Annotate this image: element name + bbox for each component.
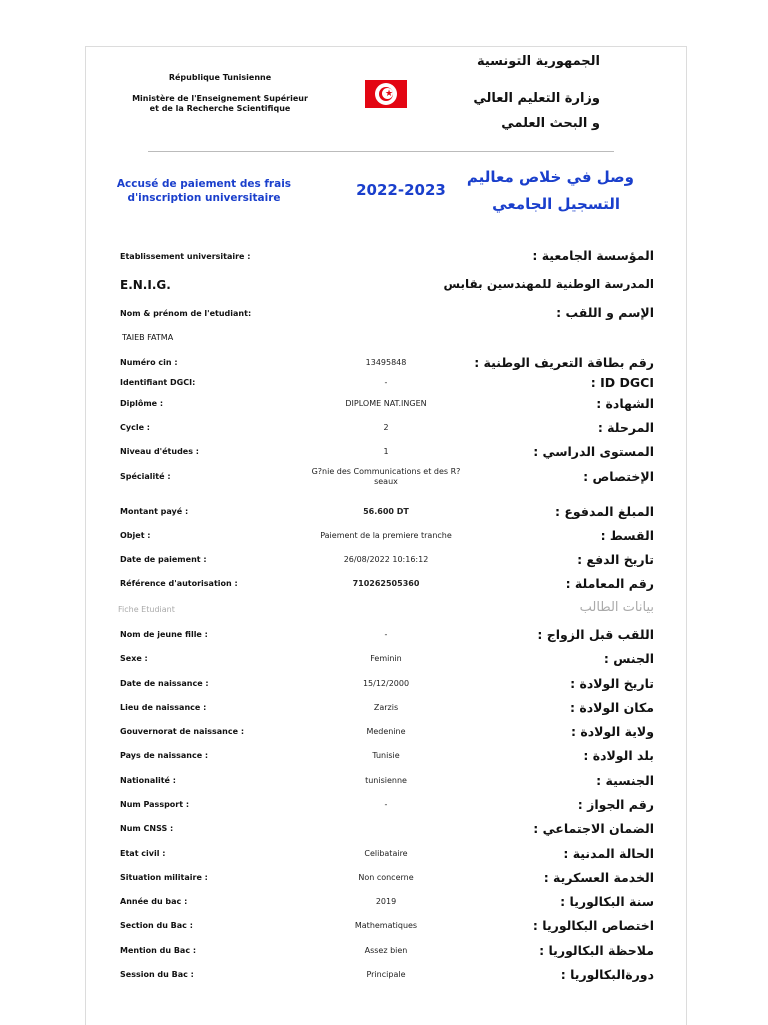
academic-year: 2022-2023	[356, 181, 446, 199]
field-row	[86, 420, 686, 443]
field-value: Paiement de la premiere tranche	[320, 531, 452, 540]
field-row	[86, 773, 686, 796]
establishment-value-fr: E.N.I.G.	[120, 278, 171, 292]
field-label-ar: الضمان الاجتماعي :	[533, 821, 654, 836]
field-label-ar: سنة البكالوريا :	[560, 894, 654, 909]
field-label-ar: الشهادة :	[596, 396, 654, 411]
field-label-ar: الإختصاص :	[583, 469, 654, 484]
field-value: 1	[383, 447, 389, 456]
field-value: tunisienne	[365, 776, 407, 785]
field-row	[86, 528, 686, 551]
field-value: G?nie des Communications et des R?seaux	[311, 467, 461, 486]
field-label-fr: Sexe :	[120, 654, 148, 663]
field-row	[86, 375, 686, 398]
field-label-ar: المرحلة :	[597, 420, 654, 435]
field-label-ar: اللقب قبل الزواج :	[537, 627, 654, 642]
field-label-ar: القسط :	[600, 528, 654, 543]
field-label-fr: Section du Bac :	[120, 921, 193, 930]
field-row	[86, 396, 686, 419]
field-value: -	[384, 800, 388, 809]
student-name-label-ar: الإسم و اللقب :	[556, 305, 654, 320]
field-label-ar: ID DGCI :	[590, 375, 654, 390]
establishment-value-ar: المدرسة الوطنية للمهندسين بقابس	[443, 277, 654, 291]
field-row	[86, 870, 686, 893]
field-value: Medenine	[366, 727, 406, 736]
field-row	[86, 444, 686, 467]
field-label-ar: المبلغ المدفوع :	[555, 504, 654, 519]
field-label-fr: Date de naissance :	[120, 679, 209, 688]
field-row	[86, 821, 686, 844]
field-row	[86, 846, 686, 869]
ministry-ar-line2: و البحث العلمي	[501, 116, 600, 131]
field-label-fr: Diplôme :	[120, 399, 164, 408]
field-value: -	[384, 378, 388, 387]
field-row	[86, 467, 686, 498]
field-label-ar: تاريخ الولادة :	[570, 676, 654, 691]
field-label-ar: رقم بطاقة التعريف الوطنية :	[474, 355, 654, 370]
establishment-label-ar: المؤسسة الجامعية :	[532, 248, 654, 263]
title-ar-line1: وصل في خلاص معاليم	[466, 168, 634, 186]
field-row	[86, 504, 686, 527]
field-row	[86, 724, 686, 747]
title-ar-line2: التسجيل الجامعي	[492, 195, 620, 213]
field-value: 26/08/2022 10:16:12	[343, 555, 429, 564]
field-label-ar: تاريخ الدفع :	[577, 552, 654, 567]
field-row	[86, 576, 686, 599]
field-value: -	[384, 630, 388, 639]
field-label-fr: Nom de jeune fille :	[120, 630, 208, 639]
field-label-fr: Cycle :	[120, 423, 150, 432]
field-label-ar: الجنسية :	[596, 773, 654, 788]
field-value: 2019	[375, 897, 397, 906]
field-label-ar: بلد الولادة :	[583, 748, 654, 763]
field-row	[86, 797, 686, 820]
field-label-ar: رقم المعاملة :	[565, 576, 654, 591]
field-label-fr: Objet :	[120, 531, 151, 540]
field-label-ar: ملاحظة البكالوريا :	[539, 943, 654, 958]
section-heading-ar: بيانات الطالب	[579, 600, 654, 615]
field-value: 56.600 DT	[363, 507, 409, 516]
field-label-fr: Mention du Bac :	[120, 946, 197, 955]
ministry-ar-line1: وزارة التعليم العالي	[473, 91, 600, 106]
field-label-fr: Pays de naissance :	[120, 751, 209, 760]
title-fr-line1: Accusé de paiement des frais	[116, 178, 292, 190]
field-value: 15/12/2000	[362, 679, 410, 688]
field-row	[86, 651, 686, 674]
field-label-fr: Gouvernorat de naissance :	[120, 727, 245, 736]
field-value: Assez bien	[364, 946, 408, 955]
section-heading-fr: Fiche Etudiant	[118, 605, 175, 614]
title-fr-line2: d'inscription universitaire	[127, 192, 281, 204]
field-label-fr: Montant payé :	[120, 507, 189, 516]
field-row	[86, 627, 686, 650]
field-value: Principale	[366, 970, 406, 979]
field-label-ar: دورةالبكالوريا :	[560, 967, 654, 982]
field-value: 710262505360	[352, 579, 420, 588]
field-value: Celibataire	[364, 849, 408, 858]
field-label-ar: الحالة المدنية :	[563, 846, 654, 861]
republic-fr: République Tunisienne	[168, 73, 272, 82]
field-label-fr: Num Passport :	[120, 800, 190, 809]
field-label-fr: Niveau d'études :	[120, 447, 199, 456]
field-row	[86, 552, 686, 575]
field-row	[86, 676, 686, 699]
field-label-fr: Année du bac :	[120, 897, 188, 906]
field-value: Tunisie	[372, 751, 400, 760]
field-value: 2	[383, 423, 389, 432]
field-value: 13495848	[365, 358, 407, 367]
field-label-fr: Num CNSS :	[120, 824, 174, 833]
field-row	[86, 748, 686, 771]
header-divider	[148, 151, 614, 152]
field-label-fr: Spécialité :	[120, 472, 171, 481]
field-value: Non concerne	[358, 873, 414, 882]
student-name-value: TAIEB FATMA	[122, 333, 174, 342]
field-label-fr: Situation militaire :	[120, 873, 208, 882]
field-label-ar: الخدمة العسكرية :	[543, 870, 654, 885]
field-label-ar: اختصاص البكالوريا :	[532, 918, 654, 933]
field-row	[86, 943, 686, 966]
field-row	[86, 700, 686, 723]
field-label-fr: Lieu de naissance :	[120, 703, 207, 712]
field-label-ar: الجنس :	[603, 651, 654, 666]
field-value: Zarzis	[373, 703, 399, 712]
ministry-fr-line1: Ministère de l'Enseignement Supérieur	[132, 94, 308, 103]
ministry-fr-line2: et de la Recherche Scientifique	[149, 104, 291, 113]
field-row	[86, 894, 686, 917]
field-row	[86, 918, 686, 941]
field-label-fr: Nationalité :	[120, 776, 176, 785]
field-label-fr: Etat civil :	[120, 849, 166, 858]
field-value: Feminin	[370, 654, 402, 663]
field-label-ar: مكان الولادة :	[570, 700, 654, 715]
field-row	[86, 967, 686, 990]
field-label-fr: Session du Bac :	[120, 970, 194, 979]
field-label-fr: Identifiant DGCI:	[120, 378, 196, 387]
establishment-label-fr: Etablissement universitaire :	[120, 252, 251, 261]
tunisia-flag-icon: ★	[365, 80, 407, 108]
field-value: Mathematiques	[354, 921, 418, 930]
republic-ar: الجمهورية التونسية	[476, 54, 600, 69]
field-label-ar: رقم الجواز :	[577, 797, 654, 812]
field-label-fr: Référence d'autorisation :	[120, 579, 238, 588]
student-name-label-fr: Nom & prénom de l'etudiant:	[120, 309, 252, 318]
field-label-fr: Numéro cin :	[120, 358, 178, 367]
document-page	[85, 46, 687, 1025]
field-label-ar: المستوى الدراسي :	[533, 444, 654, 459]
field-label-ar: ولاية الولادة :	[571, 724, 654, 739]
field-label-fr: Date de paiement :	[120, 555, 207, 564]
field-value: DIPLOME NAT.INGEN	[345, 399, 427, 408]
